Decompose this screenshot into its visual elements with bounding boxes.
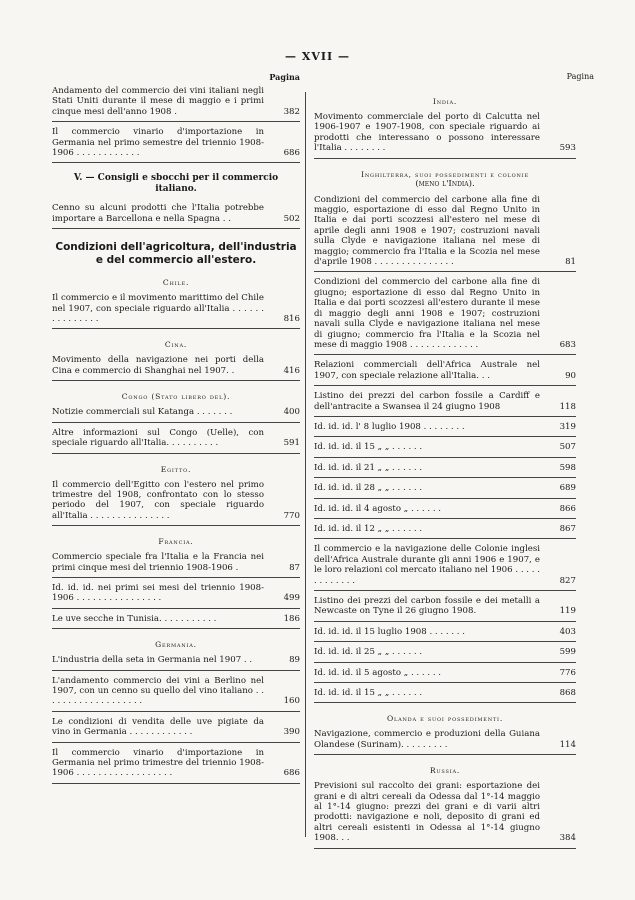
section-heading — [314, 97, 576, 106]
entry-title: Id. id. id. il 28 „ „ . . . . . . — [314, 483, 423, 494]
entry-title: Id. id. id. il 15 „ „ . . . . . . — [314, 688, 423, 699]
entry-page-number: 119 — [559, 606, 576, 617]
index-entry — [314, 422, 576, 437]
section-heading — [314, 170, 576, 189]
entry-title: Le uve secche in Tunisia. . . . . . . . . . . — [52, 613, 217, 624]
index-entry — [314, 112, 576, 159]
section-heading — [314, 714, 576, 723]
entry-title: Andamento del commercio dei vini italiani negli Stati Uniti durante il mese di maggio e i primi cinque mesi dell'anno 1908 . — [52, 86, 264, 117]
entry-page-number: 87 — [289, 562, 300, 573]
part-title: Condizioni dell'agricoltura, dell'industria e del commercio all'estero. — [55, 241, 297, 267]
entry-title: Il commercio vinario d'importazione in Germania nel primo trimestre del triennio 1908-1906 . . . . . . . . . . . . . . . . . . — [52, 747, 264, 779]
page-column-header: Pagina — [269, 72, 300, 82]
entry-page-number: 384 — [559, 833, 576, 844]
index-entry — [52, 480, 300, 527]
section-heading — [52, 465, 300, 474]
entry-page-number: 114 — [559, 739, 576, 750]
index-entry — [52, 748, 300, 784]
entry-page-number: 89 — [289, 655, 300, 666]
entry-page-number: 416 — [283, 365, 300, 376]
index-entry — [314, 504, 576, 519]
index-entry — [314, 688, 576, 703]
entry-page-number: 160 — [283, 696, 300, 707]
entry-page-number: 683 — [559, 339, 576, 350]
entry-page-number: 867 — [559, 523, 576, 534]
section-title: Chile. — [162, 278, 190, 288]
entry-page-number: 776 — [559, 667, 576, 678]
index-entry — [314, 524, 576, 539]
index-entry — [314, 544, 576, 591]
section-heading — [52, 392, 300, 401]
entry-title: Condizioni del commercio del carbone alla fine di maggio, esportazione di esso dal Regno Unito in Italia e dai porti scozzesi all'estero nel mese di aprile degli anni 1908 e 1907; costruzioni navali sulla Clyde e navigazione italiana nel mese di maggio; commercio fra l'Italia e la Scozia nel mese d'aprile 1908 . . . . . . . . . . . . . . . — [314, 194, 540, 268]
entry-title: Movimento commerciale del porto di Calcutta nel 1906-1907 e 1907-1908, con speciale riguardo ai prodotti che interessano o possono interessare l'Italia . . . . . . . . — [314, 112, 540, 154]
section-title: Francia. — [158, 537, 194, 547]
section-title: Egitto. — [160, 464, 192, 474]
entry-title: Il commercio e il movimento marittimo del Chile nel 1907, con speciale riguardo all'Italia . . . . . . . . . . . . . . . — [52, 293, 264, 325]
index-entry — [52, 86, 300, 122]
entry-page-number: 591 — [283, 438, 300, 449]
entry-page-number: 90 — [565, 370, 576, 381]
entry-title: Id. id. id. nei primi sei mesi del triennio 1908-1906 . . . . . . . . . . . . . . . . — [52, 582, 264, 604]
chapter-heading: V. — Consigli e sbocchi per il commercio italiano. — [73, 173, 279, 195]
index-entry — [52, 428, 300, 454]
entry-title: Listino dei prezzi del carbon fossile e dei metalli a Newcaste on Tyne il 26 giugno 1908. — [314, 596, 540, 617]
entry-title: Id. id. id. il 4 agosto „ . . . . . . — [314, 503, 442, 514]
section-title: Germania. — [155, 640, 197, 650]
section-heading — [52, 640, 300, 649]
index-entry — [314, 729, 576, 755]
section-title: Congo (Stato libero del). — [121, 392, 231, 402]
entry-page-number: 319 — [559, 421, 576, 432]
entry-page-number: 827 — [559, 575, 576, 586]
entry-title: Id. id. id. il 21 „ „ . . . . . . — [314, 462, 423, 473]
section-heading — [52, 537, 300, 546]
entry-title: Movimento della navigazione nei porti della Cina e commercio di Shanghai nel 1907. . — [52, 355, 264, 376]
index-entry — [314, 442, 576, 457]
entry-title: Commercio speciale fra l'Italia e la Francia nei primi cinque mesi del triennio 1908-1906 . — [52, 552, 264, 573]
section-title: Inghilterra, suoi possedimenti e colonie — [361, 169, 529, 179]
entry-title: Il commercio e la navigazione delle Colonie inglesi dell'Africa Australe durante gli anni 1906 e 1907, e le loro relazioni col mercato italiano nel 1906 . . . . . . . . . . . . . — [314, 544, 540, 586]
page-column-header: Pagina — [566, 72, 594, 81]
section-title: India. — [432, 97, 458, 106]
entry-title: L'andamento commercio dei vini a Berlino nel 1907, con un cenno su quello del vino italiano . . . . . . . . . . . . . . . . . . . — [52, 675, 264, 707]
entry-page-number: 816 — [283, 314, 300, 325]
page-number: — XVII — — [284, 50, 351, 63]
index-entry — [52, 717, 300, 743]
entry-page-number: 686 — [283, 768, 300, 779]
section-title: Russia. — [429, 766, 461, 776]
entry-title: Condizioni del commercio del carbone alla fine di giugno; esportazione di esso dal Regno Unito in Italia e dai porti scozzesi all'estero durante il mese di maggio degli anni 1908 e 1907; costruzioni navali sulla Clyde e navigazione italiana nel mese di giugno; commercio fra l'Italia e la Scozia nel mese di maggio 1908 . . . . . . . . . . . . . — [314, 277, 540, 350]
entry-title: Altre informazioni sul Congo (Uelle), con speciale riguardo all'Italia. . . . . . . . . . — [52, 427, 264, 449]
entry-title: L'industria della seta in Germania nel 1907 . . — [52, 655, 253, 666]
entry-page-number: 598 — [559, 462, 576, 473]
entry-page-number: 770 — [283, 510, 300, 521]
entry-title: Il commercio dell'Egitto con l'estero nel primo trimestre del 1908, confrontato con lo stesso periodo del 1907, con speciale riguardo all'Italia . . . . . . . . . . . . . . . — [52, 479, 264, 521]
index-entry — [314, 391, 576, 417]
entry-page-number: 81 — [565, 257, 576, 268]
entry-title: Notizie commerciali sul Katanga . . . . . . . — [52, 407, 233, 418]
entry-page-number: 499 — [283, 593, 300, 604]
entry-title: Le condizioni di vendita delle uve pigiate da vino in Germania . . . . . . . . . . . . — [52, 716, 264, 738]
section-heading — [314, 766, 576, 775]
index-entry — [314, 195, 576, 273]
entry-page-number: 400 — [283, 407, 300, 418]
left-blocks — [52, 86, 300, 784]
entry-title: Listino dei prezzi del carbon fossile a Cardiff e dell'antracite a Swansea il 24 giugno 1908 — [314, 391, 540, 412]
entry-title: Previsioni sul raccolto dei grani: esportazione dei grani e di altri cereali da Odessa dal 1°-14 maggio al 1°-14 giugno: prezzi dei grani e di varii altri prodotti: navigazione e noli, deposito di grani ed altri cereali esistenti in Odessa al 1°-14 giugno 1908. . . — [314, 781, 540, 844]
index-entry — [52, 552, 300, 578]
index-entry — [52, 203, 300, 229]
entry-page-number: 118 — [559, 401, 576, 412]
entry-page-number: 689 — [559, 483, 576, 494]
index-entry — [52, 655, 300, 670]
entry-title: Id. id. id. il 5 agosto „ . . . . . . — [314, 667, 442, 678]
entry-title: Id. id. id. l' 8 luglio 1908 . . . . . . . . — [314, 421, 465, 432]
entry-page-number: 866 — [559, 503, 576, 514]
index-entry — [52, 676, 300, 712]
index-entry — [52, 407, 300, 422]
entry-page-number: 186 — [283, 613, 300, 624]
entry-page-number: 382 — [283, 106, 300, 117]
entry-title: Id. id. id. il 25 „ „ . . . . . . — [314, 647, 423, 658]
index-entry — [52, 614, 300, 629]
index-entry — [52, 355, 300, 381]
entry-page-number: 403 — [559, 626, 576, 637]
index-entry — [314, 647, 576, 662]
section-heading — [52, 340, 300, 349]
index-entry — [314, 360, 576, 386]
entry-title: Id. id. id. il 15 luglio 1908 . . . . . . . — [314, 626, 465, 637]
right-column — [314, 72, 594, 854]
index-entry — [314, 627, 576, 642]
column-divider — [305, 92, 306, 837]
entry-title: Relazioni commerciali dell'Africa Australe nel 1907, con speciale relazione all'Italia. . . — [314, 360, 540, 381]
section-title: Olanda e suoi possedimenti. — [386, 714, 504, 724]
index-entry — [314, 668, 576, 683]
index-entry — [314, 483, 576, 498]
entry-title: Navigazione, commercio e produzioni della Guiana Olandese (Surinam). . . . . . . . . — [314, 729, 540, 750]
left-column — [52, 72, 300, 789]
entry-page-number: 502 — [283, 213, 300, 224]
index-entry — [314, 781, 576, 848]
entry-title: Cenno su alcuni prodotti che l'Italia potrebbe importare a Barcellona e nella Spagna . . — [52, 203, 264, 224]
entry-page-number: 507 — [559, 442, 576, 453]
index-entry — [314, 277, 576, 355]
entry-page-number: 686 — [283, 148, 300, 159]
entry-page-number: 599 — [559, 647, 576, 658]
entry-page-number: 593 — [559, 143, 576, 154]
section-heading — [52, 278, 300, 287]
index-entry — [52, 293, 300, 329]
section-title: Cina. — [164, 340, 188, 350]
entry-page-number: 868 — [559, 688, 576, 699]
index-entry — [314, 463, 576, 478]
index-entry — [52, 127, 300, 163]
index-entry — [314, 596, 576, 622]
index-entry — [52, 583, 300, 609]
section-subtitle: (meno l'India). — [415, 178, 475, 189]
entry-title: Id. id. id. il 15 „ „ . . . . . . — [314, 442, 423, 453]
entry-page-number: 390 — [283, 727, 300, 738]
right-blocks — [314, 97, 576, 849]
entry-title: Id. id. id. il 12 „ „ . . . . . . — [314, 523, 423, 534]
entry-title: Il commercio vinario d'importazione in Germania nel primo semestre del triennio 1908-1906 . . . . . . . . . . . . — [52, 127, 264, 159]
